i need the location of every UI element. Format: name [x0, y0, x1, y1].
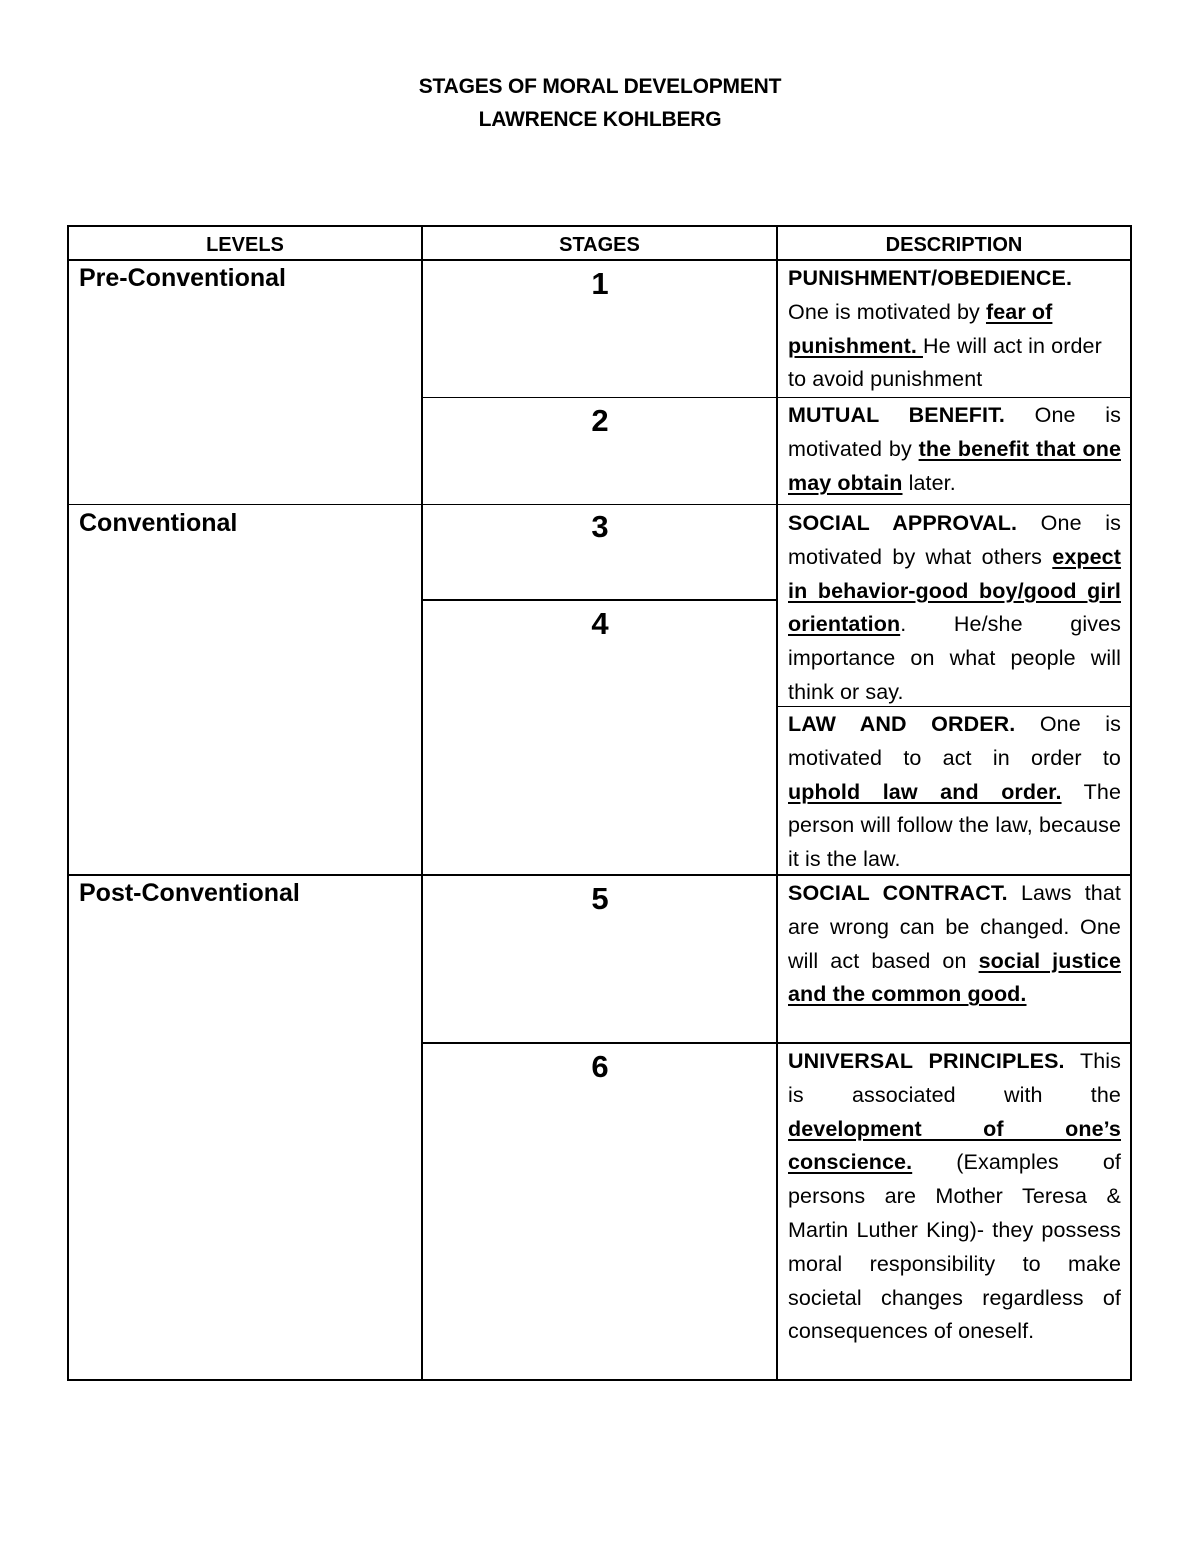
description-heading: UNIVERSAL PRINCIPLES. — [788, 1049, 1065, 1073]
level-conventional: Conventional — [79, 509, 238, 537]
description-key-phrase: social justice and the common good. — [788, 948, 1121, 1007]
table-border-left — [67, 225, 69, 1381]
stage-number: 2 — [591, 403, 609, 438]
description-stage-5: SOCIAL CONTRACT. Laws that are wrong can be changed. One will act based on social justice and the common good. — [788, 881, 1121, 1007]
description-heading: PUNISHMENT/OBEDIENCE. — [788, 266, 1073, 290]
level-pre-conventional: Pre-Conventional — [79, 264, 286, 292]
description-key-phrase: the benefit that one may obtain — [788, 436, 1121, 495]
header-description: DESCRIPTION — [885, 234, 1023, 256]
header-bottom-line — [67, 259, 1132, 261]
document-title: STAGES OF MORAL DEVELOPMENT — [418, 75, 782, 98]
description-key-phrase: fear of punishment. — [788, 299, 1053, 358]
stage-number: 4 — [591, 606, 609, 641]
description-key-phrase: uphold law and order. — [788, 779, 1062, 804]
stage-number: 1 — [591, 266, 609, 301]
row-line-stage-4 — [422, 599, 777, 601]
description-key-phrase: development of one’s conscience. — [788, 1116, 1121, 1175]
description-stage-2: MUTUAL BENEFIT. One is motivated by the benefit that one may obtain later. — [788, 403, 1121, 495]
table-border-right — [1130, 225, 1132, 1381]
table-divider-2 — [776, 225, 778, 1381]
description-stage-1: PUNISHMENT/OBEDIENCE. One is motivated by fear of punishment. He will act in order to avoid punishment — [788, 266, 1102, 392]
document-subtitle: LAWRENCE KOHLBERG — [478, 108, 722, 131]
stage-number: 3 — [591, 509, 609, 544]
row-line-conventional — [67, 504, 1132, 505]
description-stage-3: SOCIAL APPROVAL. One is motivated by what others expect in behavior-good boy/good girl orientation. He/she gives importance on what people will think or say. — [788, 511, 1121, 704]
table-divider-1 — [421, 225, 423, 1381]
description-stage-6: UNIVERSAL PRINCIPLES. This is associated with the development of one’s conscience. (Examples of persons are Mother Teresa & Martin Luther King)- they possess moral responsibility to make societal changes regardless of consequences of oneself. — [788, 1049, 1121, 1344]
description-stage-4: LAW AND ORDER. One is motivated to act in order to uphold law and order. The person will follow the law, because it is the law. — [788, 712, 1122, 872]
row-line-stage-6 — [422, 1042, 1132, 1044]
description-heading: SOCIAL CONTRACT. — [788, 881, 1008, 905]
table-border-top — [67, 225, 1132, 227]
description-heading: LAW AND ORDER. — [788, 712, 1016, 736]
description-heading: SOCIAL APPROVAL. — [788, 511, 1018, 535]
description-heading: MUTUAL BENEFIT. — [788, 403, 1005, 427]
stage-number: 5 — [591, 881, 609, 916]
stage-number: 6 — [591, 1049, 609, 1084]
header-stages: STAGES — [559, 234, 640, 256]
header-levels: LEVELS — [206, 234, 284, 256]
table-border-bottom — [67, 1379, 1132, 1381]
level-post-conventional: Post-Conventional — [79, 879, 300, 907]
description-key-phrase: expect in behavior-good boy/good girl orientation — [788, 544, 1121, 637]
